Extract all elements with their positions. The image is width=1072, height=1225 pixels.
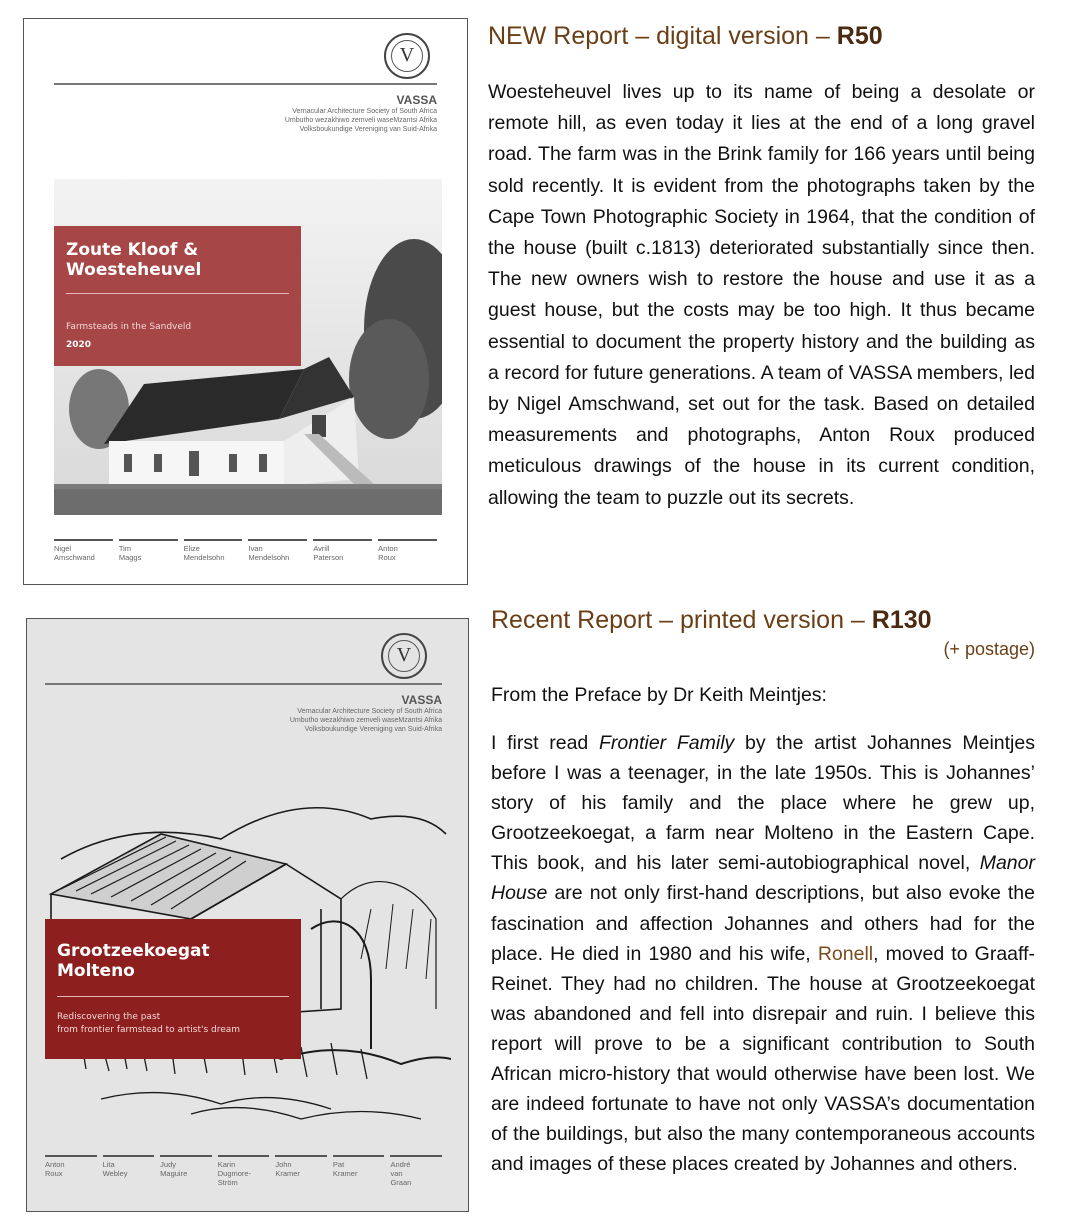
author-name: Judy Maguire xyxy=(160,1155,212,1187)
author-name: André van Graan xyxy=(390,1155,442,1187)
author-row xyxy=(54,539,437,562)
report2-heading xyxy=(491,606,932,635)
band-divider xyxy=(57,996,289,997)
report1-heading xyxy=(488,22,883,51)
report-cover-zoute-kloof[interactable] xyxy=(23,18,468,585)
cover-title: Zoute Kloof & xyxy=(66,240,199,260)
author-name: Lita Webley xyxy=(103,1155,155,1187)
vassa-logo-icon: V xyxy=(384,33,430,79)
org-block xyxy=(142,693,442,734)
org-line: Vernacular Architecture Society of South Africa xyxy=(297,708,442,715)
author-name: Anton Roux xyxy=(45,1155,97,1187)
report2-price: R130 xyxy=(871,606,932,634)
author-name: Tim Maggs xyxy=(119,539,178,562)
vassa-logo-icon: V xyxy=(381,633,427,679)
author-name: Nigel Amschwand xyxy=(54,539,113,562)
org-block xyxy=(137,93,437,134)
cover-title: Woesteheuvel xyxy=(66,260,202,280)
org-line: Umbutho wezakhiwo zemveli waseMzantsi Afrika xyxy=(289,717,442,724)
title-band xyxy=(45,919,301,1059)
band-divider xyxy=(66,293,289,294)
cover-subtitle: from frontier farmstead to artist's dream xyxy=(57,1025,241,1035)
org-line: Umbutho wezakhiwo zemveli waseMzantsi Afrika xyxy=(284,117,437,124)
cover-title: Molteno xyxy=(57,961,135,981)
author-name: Ivan Mendelsohn xyxy=(248,539,307,562)
org-line: Vernacular Architecture Society of South Africa xyxy=(292,108,437,115)
author-name: Karin Dugmore- Ström xyxy=(218,1155,270,1187)
book-title: Manor House xyxy=(491,852,1035,905)
org-name: VASSA xyxy=(396,93,437,107)
header-rule xyxy=(45,683,442,685)
ronell-link[interactable]: Ronell xyxy=(817,942,874,965)
org-line: Volksboukundige Vereniging van Suid-Afrika xyxy=(304,726,442,733)
author-name: Anton Roux xyxy=(378,539,437,562)
report1-heading-label: NEW Report – digital version – xyxy=(488,22,837,50)
header-rule xyxy=(54,83,437,85)
report1-description: Woesteheuvel lives up to its name of being a desolate or remote hill, as even today it lies at the end of a long gravel road. The farm was in the Brink family for 166 years until being sold recently. It is evident from the photographs taken by the Cape Town Photographic Society in 1964, that the condition of the house (built c.1813) deteriorated substantially since then. The new owners wish to restore the house and use it as a guest house, but the costs may be too high. It thus became essential to document the property history and the building as a record for future generations. A team of VASSA members, led by Nigel Amschwand, set out for the task. Based on detailed measurements and photographs, Anton Roux produced meticulous drawings of the house in its current condition, allowing the team to puzzle out its secrets. xyxy=(488,81,1035,509)
author-name: Elize Mendelsohn xyxy=(184,539,243,562)
report1-price: R50 xyxy=(836,22,883,50)
report2-description: I first read Frontier Family by the artist Johannes Meintjes before I was a teenager, in the late 1950s. This is Johannes’ story of his family and the place where he grew up, Grootzeekoegat, a farm near Molteno in the Eastern Cape. This book, and his later semi-autobiographical novel, Manor House are not only first-hand descriptions, but also evoke the fascination and affection Johannes and others had for the place. He died in 1980 and his wife, Ronell, moved to Graaff-Reinet. They had no children. The house at Grootzeekoegat was abandoned and fell into disrepair and ruin. I believe this report will prove to be a significant contribution to South African micro-history that would otherwise have been lost. We are indeed fortunate to have not only VASSA’s documentation of the buildings, but also the many contemporaneous accounts and images of these places created by Johannes and others. xyxy=(491,732,1035,1176)
cover-year: 2020 xyxy=(66,340,92,350)
author-row xyxy=(45,1155,442,1187)
cover-title: Grootzeekoegat xyxy=(57,941,210,961)
author-name: Avrill Paterson xyxy=(313,539,372,562)
author-name: Pat Kramer xyxy=(333,1155,385,1187)
cover-subtitle: Rediscovering the past xyxy=(57,1012,161,1022)
preface-intro: From the Preface by Dr Keith Meintjes: xyxy=(491,684,827,706)
org-line: Volksboukundige Vereniging van Suid-Afrika xyxy=(299,126,437,133)
book-title: Frontier Family xyxy=(598,732,735,754)
cover-subtitle: Farmsteads in the Sandveld xyxy=(66,322,192,332)
author-name: John Kramer xyxy=(275,1155,327,1187)
org-name: VASSA xyxy=(401,693,442,707)
postage-note: (+ postage) xyxy=(943,639,1035,659)
report2-heading-label: Recent Report – printed version – xyxy=(491,606,872,634)
title-band xyxy=(54,226,301,366)
report-cover-grootzeekoegat[interactable] xyxy=(26,618,469,1212)
